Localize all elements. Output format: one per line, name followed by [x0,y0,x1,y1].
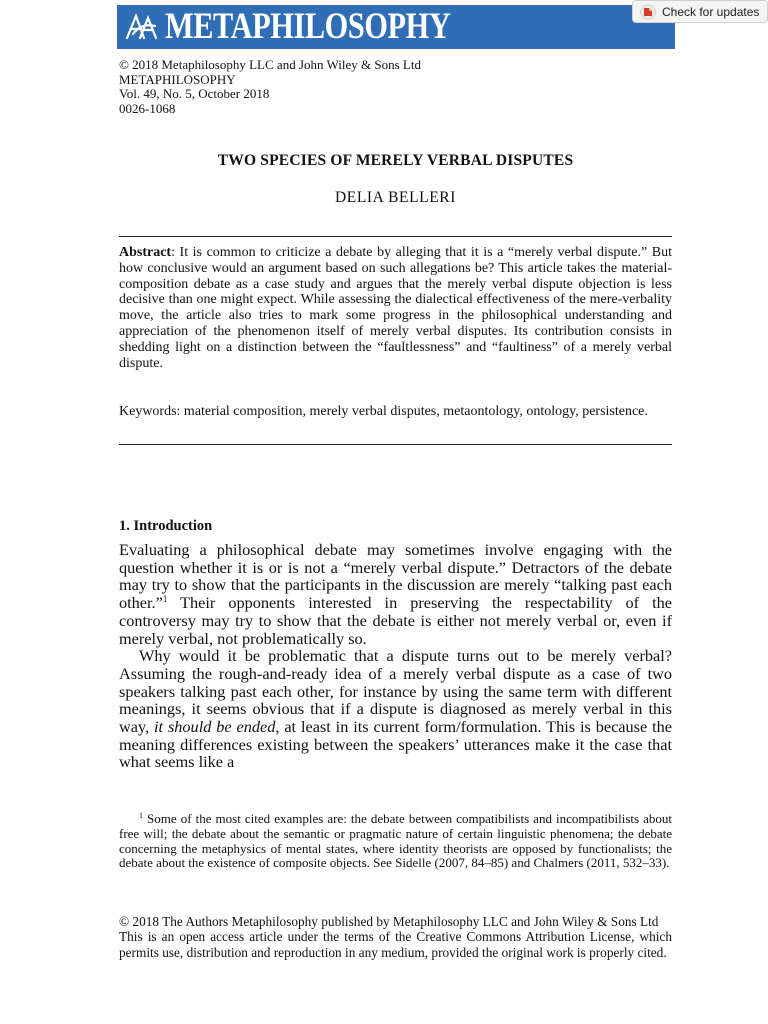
license-terms: This is an open access article under the terms of the Creative Commons Attribution License, which permits use, distribution and reproduction in any medium, provided the original work is properly cited. [119,929,672,960]
check-updates-label: Check for updates [662,4,760,19]
section-heading: 1. Introduction [119,518,213,534]
footnote [119,812,672,871]
body-text [119,541,672,771]
meta-journal: METAPHILOSOPHY [119,71,236,87]
meta-volume: Vol. 49, No. 5, October 2018 [119,86,270,101]
paragraph-text: , at least in its current form/formulation. This is because the meaning differences existing between the speakers’ utterances make it the case that what seems like a [119,717,672,772]
top-divider [119,236,672,237]
bottom-divider [119,444,672,445]
paragraph [119,541,672,647]
footnote-marker: 1 [139,811,143,820]
license-notice [119,914,672,960]
emphasis-text: it should be ended [154,717,276,737]
check-for-updates-button[interactable] [632,0,768,23]
paragraph-text: Their opponents interested in preserving the respectability of the controversy may try to show that the debate is either not merely verbal or, even if merely verbal, not problematically so. [119,593,672,648]
paragraph-text: Evaluating a philosophical debate may sometimes involve engaging with the question whether it is or is not a “merely verbal dispute.” Detractors of the debate may try to show that the participants in the discussion are merely “talking past each other.” [119,540,672,613]
metaphilosophy-logo-icon [117,5,165,49]
abstract-text: : It is common to criticize a debate by alleging that it is a “merely verbal dispute.” But how conclusive would an argument based on such allegations be? This article takes the material-composition debate as a case study and argues that the merely verbal dispute objection is less decisive than one might expect. While assessing the dialectical effectiveness of the mere-verbality move, the article also tries to mark some progress in the philosophical understanding and appreciation of the phenomenon itself of merely verbal disputes. Its contribution consists in shedding light on a distinction between the “faultlessness” and “faultiness” of a merely verbal dispute. [119,245,672,371]
journal-name: METAPHILOSOPHY [165,6,451,47]
publication-meta [119,58,421,116]
journal-banner [117,5,675,49]
license-copyright: © 2018 The Authors Metaphilosophy published by Metaphilosophy LLC and John Wiley & Sons Ltd [119,914,659,929]
paragraph [119,647,672,771]
check-updates-icon [640,4,656,20]
article-title: TWO SPECIES OF MERELY VERBAL DISPUTES [217,152,574,169]
keywords: Keywords: material composition, merely verbal disputes, metaontology, ontology, persistence. [119,404,648,419]
footnote-text: Some of the most cited examples are: the debate between compatibilists and incompatibilists about free will; the debate about the semantic or pragmatic nature of certain linguistic phenomena; the debate concerning the metaphysics of mental states, where identity theorists are opposed by functionalists; the debate about the existence of composite objects. See Sidelle (2007, 84–85) and Chalmers (2011, 532–33). [119,811,672,871]
footnote-ref[interactable]: 1 [162,594,168,605]
abstract [119,245,672,371]
paragraph-text: Why would it be problematic that a dispute turns out to be merely verbal? Assuming the rough-and-ready idea of a merely verbal dispute as a case of two speakers talking past each other, for instance by using the same term with different meanings, it seems obvious that if a dispute is diagnosed as merely verbal in this way, [119,646,672,737]
abstract-label: Abstract [119,245,172,260]
meta-issn: 0026-1068 [119,100,176,116]
article-author: DELIA BELLERI [334,189,456,206]
meta-copyright: © 2018 Metaphilosophy LLC and John Wiley & Sons Ltd [119,57,421,72]
